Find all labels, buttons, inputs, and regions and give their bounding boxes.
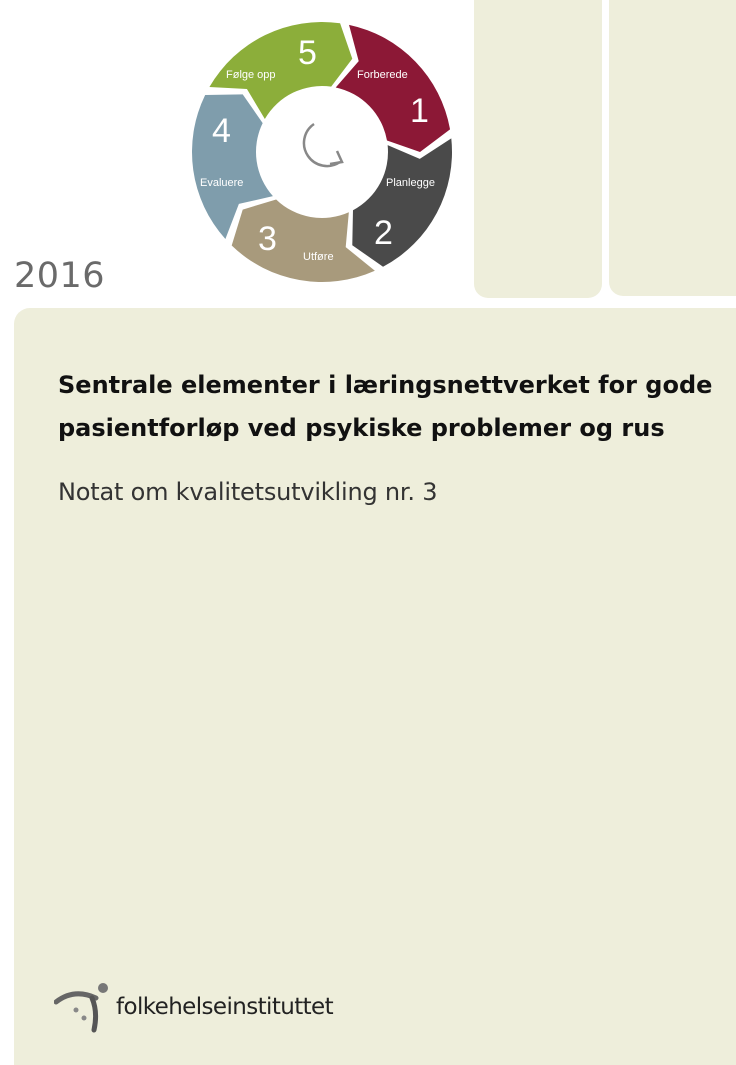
quality-cycle-diagram: [190, 12, 455, 292]
cycle-step-3-label: Utføre: [303, 251, 334, 263]
cycle-step-4-number: 4: [212, 112, 231, 150]
decorative-tab-right: [609, 0, 736, 296]
report-title-line-1: Sentrale elementer i læringsnettverket for gode: [58, 371, 713, 399]
cycle-segment-1: [336, 25, 450, 152]
cycle-segment-2: [352, 138, 452, 266]
cycle-step-4-label: Evaluere: [200, 177, 244, 189]
publisher-logo: [54, 980, 374, 1040]
cycle-step-2-number: 2: [374, 214, 393, 252]
fhi-logo-icon: [54, 980, 116, 1038]
report-title: [58, 364, 718, 450]
cycle-step-1-number: 1: [410, 92, 429, 130]
cycle-step-1-label: Forberede: [357, 69, 408, 81]
cycle-step-5-number: 5: [298, 34, 317, 72]
cycle-step-5-label: Følge opp: [226, 69, 276, 81]
circular-arrow-icon: [304, 124, 342, 166]
cycle-step-2-label: Planlegge: [386, 177, 435, 189]
report-title-line-2: pasientforløp ved psykiske problemer og rus: [58, 414, 665, 442]
cycle-step-3-number: 3: [258, 220, 277, 258]
publication-year: 2016: [14, 256, 106, 296]
publisher-name: folkehelseinstituttet: [116, 994, 334, 1020]
report-subtitle: Notat om kvalitetsutvikling nr. 3: [58, 478, 438, 506]
decorative-tab-left: [474, 0, 602, 298]
